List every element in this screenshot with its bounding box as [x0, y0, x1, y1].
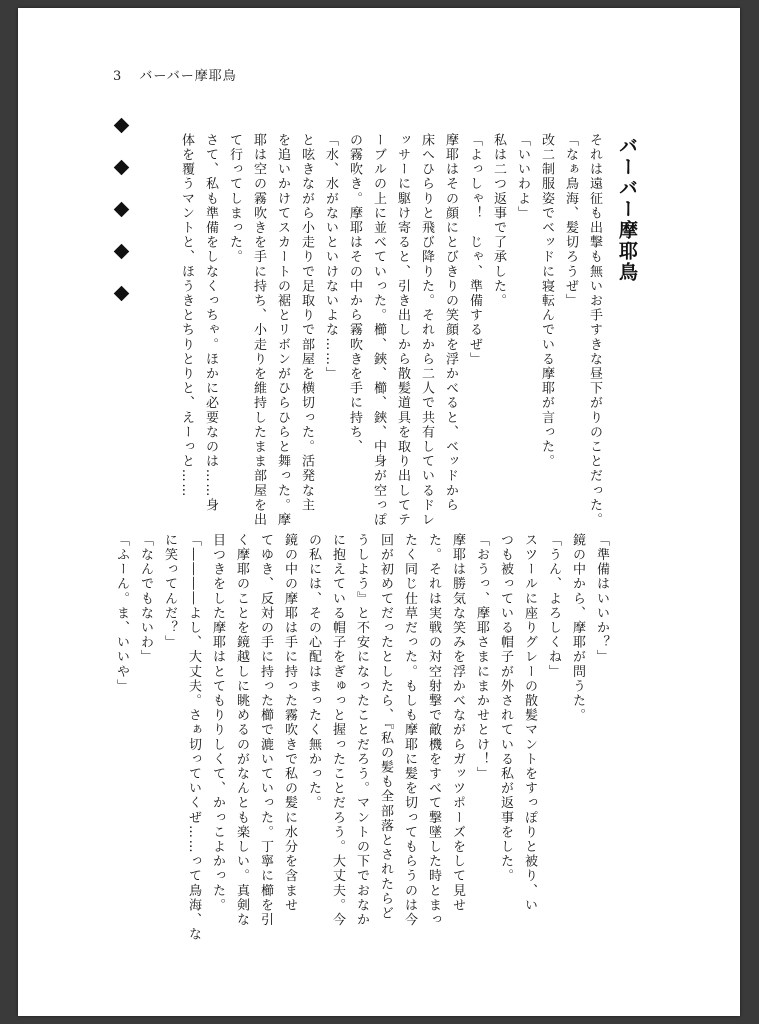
text-line: ーブルの上に並べていった。櫛、鋏、櫛、鋏、中身が空っぽ: [371, 133, 386, 528]
text-line: 「なぁ鳥海、髪切ろうぜ」: [563, 133, 578, 309]
text-line: 体を覆うマントと、ほうきとちりとりと、えーっと……: [179, 133, 194, 498]
text-line: に抱えている帽子をぎゅっと握ったことだろう。大丈夫。今: [330, 533, 345, 928]
text-line: さて、私も準備をしなくっちゃ。ほかに必要なのは……身: [203, 133, 218, 513]
text-line: と呟きながら小走りで足取りで部屋を横切った。活発な主: [299, 133, 314, 513]
text-line: 「準備はいいか？」: [594, 533, 609, 665]
lower-text-block: [113, 533, 613, 942]
diamond-ornament: [114, 244, 130, 260]
chapter-title: バーバー摩耶鳥: [616, 136, 638, 283]
book-page: [18, 8, 740, 1016]
text-line: 耶は空の霧吹きを手に持ち、小走りを維持したまま部屋を出: [251, 133, 266, 528]
text-line: 私は二つ返事で了承した。: [491, 133, 506, 309]
text-line: 回が初めてだったとしたら、『私の髪も全部落とされたらど: [378, 533, 393, 921]
text-line: 摩耶は勝気な笑みを浮かべながらガッツポーズをして見せ: [450, 533, 465, 913]
text-line: 「よっしゃ！ じゃ、準備するぜ」: [467, 133, 482, 367]
section-divider-diamonds: [116, 116, 127, 305]
text-line: く摩耶のことを鏡越しに眺めるのがなんとも楽しい。真剣な: [234, 533, 249, 928]
text-line: 摩耶はその顔にとびきりの笑顔を浮かべると、ベッドから: [443, 133, 458, 513]
text-line: 「なんでもないわ」: [138, 533, 153, 665]
text-line: 「おうっ、摩耶さまにまかせとけ！」: [474, 533, 489, 782]
text-line: たく同じ仕草だった。もしも摩耶に髪を切ってもらうのは今: [402, 533, 417, 928]
diamond-ornament: [114, 286, 130, 302]
diamond-ornament: [114, 202, 130, 218]
text-line: た。それは実戦の対空射撃で敵機をすべて撃墜した時とまっ: [426, 533, 441, 928]
diamond-ornament: [114, 118, 130, 134]
text-line: うしよう』と不安になったことだろう。マントの下でおなか: [354, 533, 369, 928]
diamond-ornament: [114, 160, 130, 176]
text-line: ッサーに駆け寄ると、引き出しから散髪道具を取り出してテ: [395, 133, 410, 528]
text-line: それは遠征も出撃も無いお手すきな昼下がりのことだった。: [587, 133, 602, 528]
text-line: 鏡の中から、摩耶が問うた。: [570, 533, 585, 723]
text-line: の霧吹き。摩耶はその中から霧吹きを手に持ち、: [347, 133, 362, 455]
text-line: 「ふーん。ま、いいや」: [114, 533, 129, 694]
text-line: つも被っている帽子が外されている私が返事をした。: [498, 533, 513, 884]
text-line: スツールに座りグレーの散髪マントをすっぽりと被り、い: [522, 533, 537, 913]
upper-text-block: [179, 133, 606, 528]
text-line: 「――――よし、大丈夫。さぁ切っていくぜ……って鳥海、な: [186, 533, 201, 942]
running-title: バーバー摩耶鳥: [139, 69, 237, 84]
text-line: の私には、その心配はまったく無かった。: [306, 533, 321, 811]
text-line: 床へひらりと飛び降りた。それから二人で共有しているドレ: [419, 133, 434, 528]
text-line: 目つきをした摩耶はとてもりりしくて、かっこよかった。: [210, 533, 225, 913]
text-line: に笑ってんだ？」: [162, 533, 177, 650]
text-line: 「うん、よろしくね」: [546, 533, 561, 679]
text-line: 鏡の中の摩耶は手に持った霧吹きで私の髪に水分を含ませ: [282, 533, 297, 913]
running-header: [113, 65, 237, 84]
text-line: 改二制服姿でベッドに寝転んでいる摩耶が言った。: [539, 133, 554, 469]
text-line: を追いかけてスカートの裾とリボンがひらひらと舞った。摩: [275, 133, 290, 528]
page-number: 3: [113, 69, 123, 84]
text-line: てゆき、反対の手に持った櫛で漉いていった。丁寧に櫛を引: [258, 533, 273, 928]
text-line: て行ってしまった。: [227, 133, 242, 265]
text-line: 「水、水がないといけないよな……」: [323, 133, 338, 382]
text-line: 「いいわよ」: [515, 133, 530, 221]
